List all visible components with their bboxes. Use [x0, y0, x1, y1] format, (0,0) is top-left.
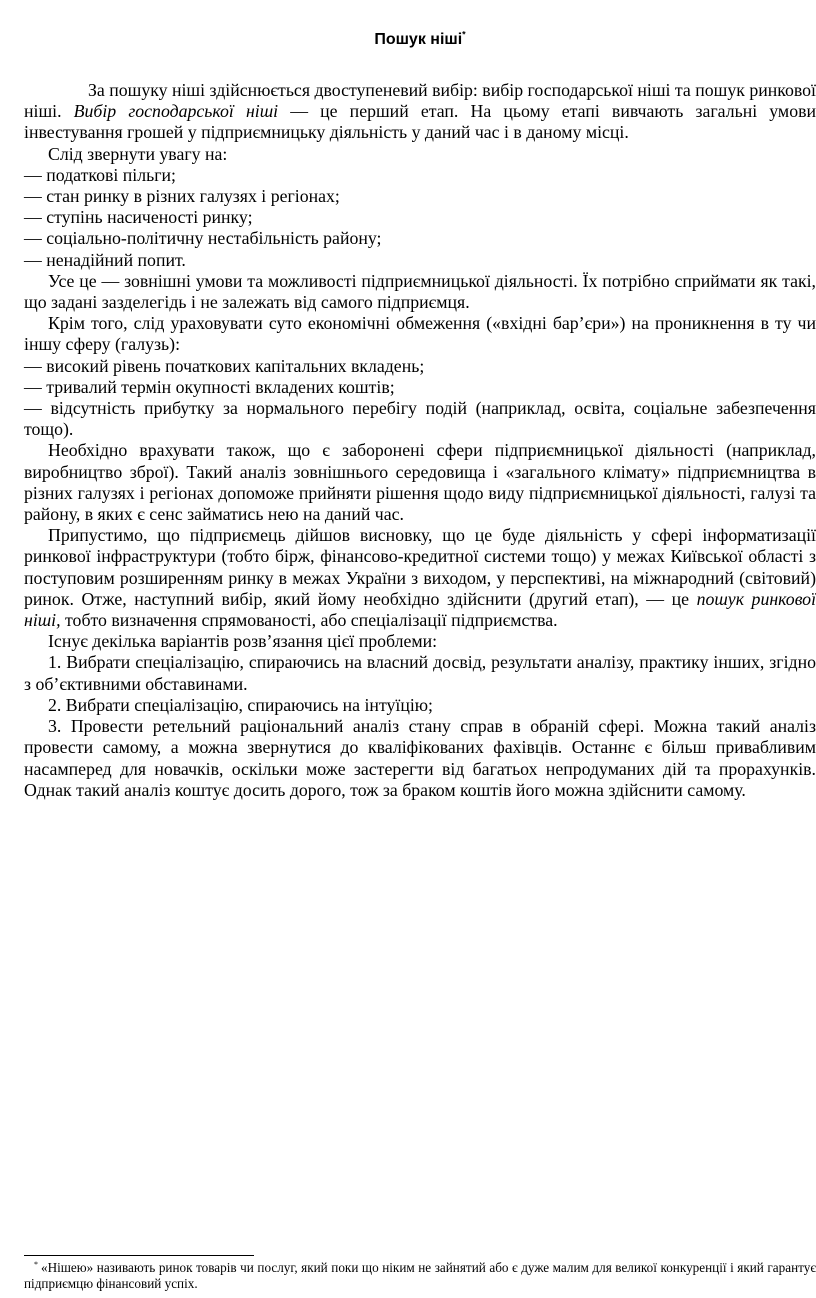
footnote: [24, 1260, 816, 1292]
list-item: 3. Провести ретельний раціональний аналіз стану справ в обраній сфері. Можна такий аналіз провести самому, а можна звернутися до кваліфікованих фахівців. Останнє є більш привабливим насамперед для новачків, оскільки може застерегти від багатьох непродуманих дій та прорахунків. Однак такий аналіз коштує досить дорого, тож за браком коштів його можна здійснити самому.: [24, 716, 816, 800]
list-item: 1. Вибрати спеціалізацію, спираючись на власний досвід, результати аналізу, практику інших, згідно з об’єктивними обставинами.: [24, 652, 816, 694]
footnote-text: «Нішею» називають ринок товарів чи послуг, який поки що ніким не зайнятий або є дуже малим для великої конкуренції і який гарантує підприємцю фінансовий успіх.: [24, 1260, 816, 1291]
list-item: — стан ринку в різних галузях і регіонах;: [24, 186, 340, 207]
list-item: — відсутність прибутку за нормального перебігу подій (наприклад, освіта, соціальне забезпечення тощо).: [24, 398, 816, 440]
title-text: Пошук ніші: [374, 31, 463, 48]
paragraph-options: Існує декілька варіантів розв’язання цієї проблеми:: [48, 631, 438, 652]
page-title: [24, 30, 816, 50]
paragraph-attention: Слід звернути увагу на:: [48, 143, 228, 164]
list-item: — тривалий термін окупності вкладених коштів;: [24, 376, 395, 397]
list-item: — ненадійний попит.: [24, 249, 186, 270]
document-page: [24, 30, 816, 801]
paragraph-external-conditions: Усе це — зовнішні умови та можливості підприємницької діяльності. Їх потрібно сприймати як такі, що задані зазделегідь і не залежать від самого підприємця.: [24, 270, 816, 313]
intro-text-b: — це перший етап. На цьому етапі вивчають загальні умови інвестування грошей у підприємницьку діяльність у даний час і в даному місці.: [24, 101, 816, 143]
paragraph-intro: [24, 80, 816, 144]
paragraph-prohibited: Необхідно врахувати також, що є заборонені сфери підприємницької діяльності (наприклад, виробництво зброї). Такий аналіз зовнішнього середовища і «загального клімату» підприємництва в різних галузях і регіонах допоможе прийняти рішення щодо виду підприємницької діяльності, галузі та району, в яких є сенс займатись нею на даний час.: [24, 440, 816, 525]
intro-text-a: За пошуку ніші здійснюється двоступеневий вибір: вибір господарської ніші та пошук ринкової ніші.: [24, 80, 816, 122]
footnote-marker: *: [34, 1259, 38, 1269]
list-item: — соціально-політичну нестабільність району;: [24, 228, 382, 249]
paragraph-example: [24, 525, 816, 631]
intro-emphasis: Вибір господарської ніші: [73, 101, 279, 122]
footnote-divider: [24, 1255, 254, 1256]
list-item: — високий рівень початкових капітальних вкладень;: [24, 355, 425, 376]
example-text-a: Припустимо, що підприємець дійшов висновку, що це буде діяльність у сфері інформатизації ринкової інфраструктури (тобто бірж, фінансово-кредитної системи тощо) у межах Київської області з поступовим розширенням ринку в межах України з виходом, у перспективі, на міжнародний (світовий) ринок. Отже, наступний вибір, який йому необхідно здійснити (другий етап), — це: [24, 525, 816, 609]
document-body: [24, 80, 816, 801]
list-item: 2. Вибрати спеціалізацію, спираючись на інтуїцію;: [48, 694, 433, 715]
footnote-ref: *: [462, 29, 466, 40]
example-emphasis: пошук ринкової ніші,: [24, 588, 816, 631]
list-item: — ступінь насиченості ринку;: [24, 207, 253, 228]
paragraph-barriers: Крім того, слід ураховувати суто економічні обмеження («вхідні бар’єри») на проникнення в ту чи іншу сферу (галузь):: [24, 313, 816, 355]
example-text-b: тобто визначення спрямованості, або спеціалізації підприємства.: [60, 610, 558, 631]
list-item: — податкові пільги;: [24, 164, 176, 185]
